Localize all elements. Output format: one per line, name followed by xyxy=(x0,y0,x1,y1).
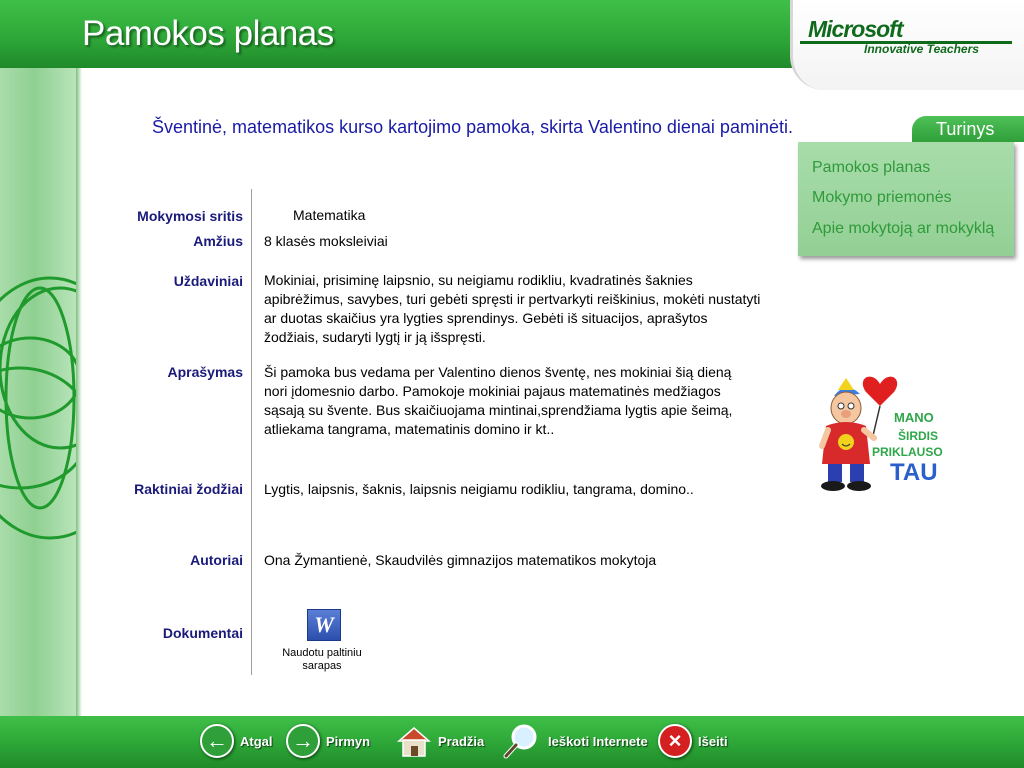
close-icon: × xyxy=(658,724,692,758)
nav-home-label: Pradžia xyxy=(438,733,485,749)
home-icon xyxy=(396,724,432,758)
field-value-objectives: Mokiniai, prisiminę laipsnio, su neigiamu rodikliu, kvadratinės šaknies apibrėžimus, savybes, turi gebėti spręsti ir pertvarkyti reiškinius, mokėti nustatyti ar duotas skaičius yra lygties sprendinys. Gebėti iš situacijos, aprašytos žodžiais, sudaryti lygtį ir ją išspręsti. xyxy=(264,272,761,345)
illustration-text-3: PRIKLAUSO xyxy=(872,445,943,459)
menu-item-lesson-plan[interactable]: Pamokos planas xyxy=(812,159,931,176)
field-label-authors: Autoriai xyxy=(190,552,243,568)
field-label-objectives: Uždaviniai xyxy=(173,273,243,289)
field-value-keywords: Lygtis, laipsnis, šaknis, laipsnis neigiamu rodikliu, tangrama, domino.. xyxy=(264,481,694,497)
field-label-description: Aprašymas xyxy=(167,364,243,380)
nav-exit-button[interactable] xyxy=(658,720,728,762)
field-value-description: Ši pamoka bus vedama per Valentino dienos šventę, nes mokiniai šią dieną nori įdomesnio darbo. Pamokoje mokiniai pajaus matematinės medžiagos sąsają su švente. Bus skaičiuojama mintinai,sprendžiama lygtis apie šeimą, atliekama tangrama, matematinis domino ir kt.. xyxy=(264,364,733,437)
nav-search-web-label: Ieškoti Internete xyxy=(548,733,648,749)
nav-exit-label: Išeiti xyxy=(698,733,728,749)
left-band-shadow xyxy=(76,68,82,718)
nav-search-web-button[interactable] xyxy=(502,720,648,762)
field-value-authors: Ona Žymantienė, Skaudvilės gimnazijos matematikos mokytoja xyxy=(264,552,657,568)
left-decor-band xyxy=(0,68,76,718)
valentine-illustration xyxy=(806,366,976,498)
word-document-icon[interactable]: W xyxy=(307,609,341,641)
menu-item-teaching-materials[interactable]: Mokymo priemonės xyxy=(812,189,952,206)
illustration-text-4: TAU xyxy=(890,459,938,486)
nav-back-button[interactable] xyxy=(200,720,273,762)
arrow-left-icon: ← xyxy=(200,724,234,758)
illustration-text-2: ŠIRDIS xyxy=(898,429,939,443)
contents-tab-label: Turinys xyxy=(936,119,995,139)
field-label-documents: Dokumentai xyxy=(162,625,243,641)
magnifier-icon xyxy=(502,723,542,759)
swirl-decoration xyxy=(0,68,76,718)
nav-back-label: Atgal xyxy=(240,733,273,749)
nav-forward-button[interactable] xyxy=(286,720,370,762)
document-link[interactable]: Naudotu paltiniu sarapas xyxy=(282,647,362,672)
innovative-teachers-logo: Innovative Teachers xyxy=(864,42,979,56)
field-value-age: 8 klasės moksleiviai xyxy=(264,233,388,249)
field-value-subject: Matematika xyxy=(293,207,366,223)
page-title: Pamokos planas xyxy=(82,14,334,53)
field-label-age: Amžius xyxy=(193,233,243,249)
lesson-title: Šventinė, matematikos kurso kartojimo pamoka, skirta Valentino dienai paminėti. xyxy=(152,117,793,137)
menu-item-about-teacher[interactable]: Apie mokytoją ar mokyklą xyxy=(812,220,995,237)
illustration-text-1: MANO xyxy=(894,410,934,425)
nav-home-button[interactable] xyxy=(396,720,484,762)
nav-forward-label: Pirmyn xyxy=(326,733,371,749)
column-divider xyxy=(251,189,252,675)
microsoft-logo: Microsoft xyxy=(808,16,903,42)
field-label-subject: Mokymosi sritis xyxy=(137,208,243,224)
field-label-keywords: Raktiniai žodžiai xyxy=(134,481,243,497)
arrow-right-icon: → xyxy=(286,724,320,758)
